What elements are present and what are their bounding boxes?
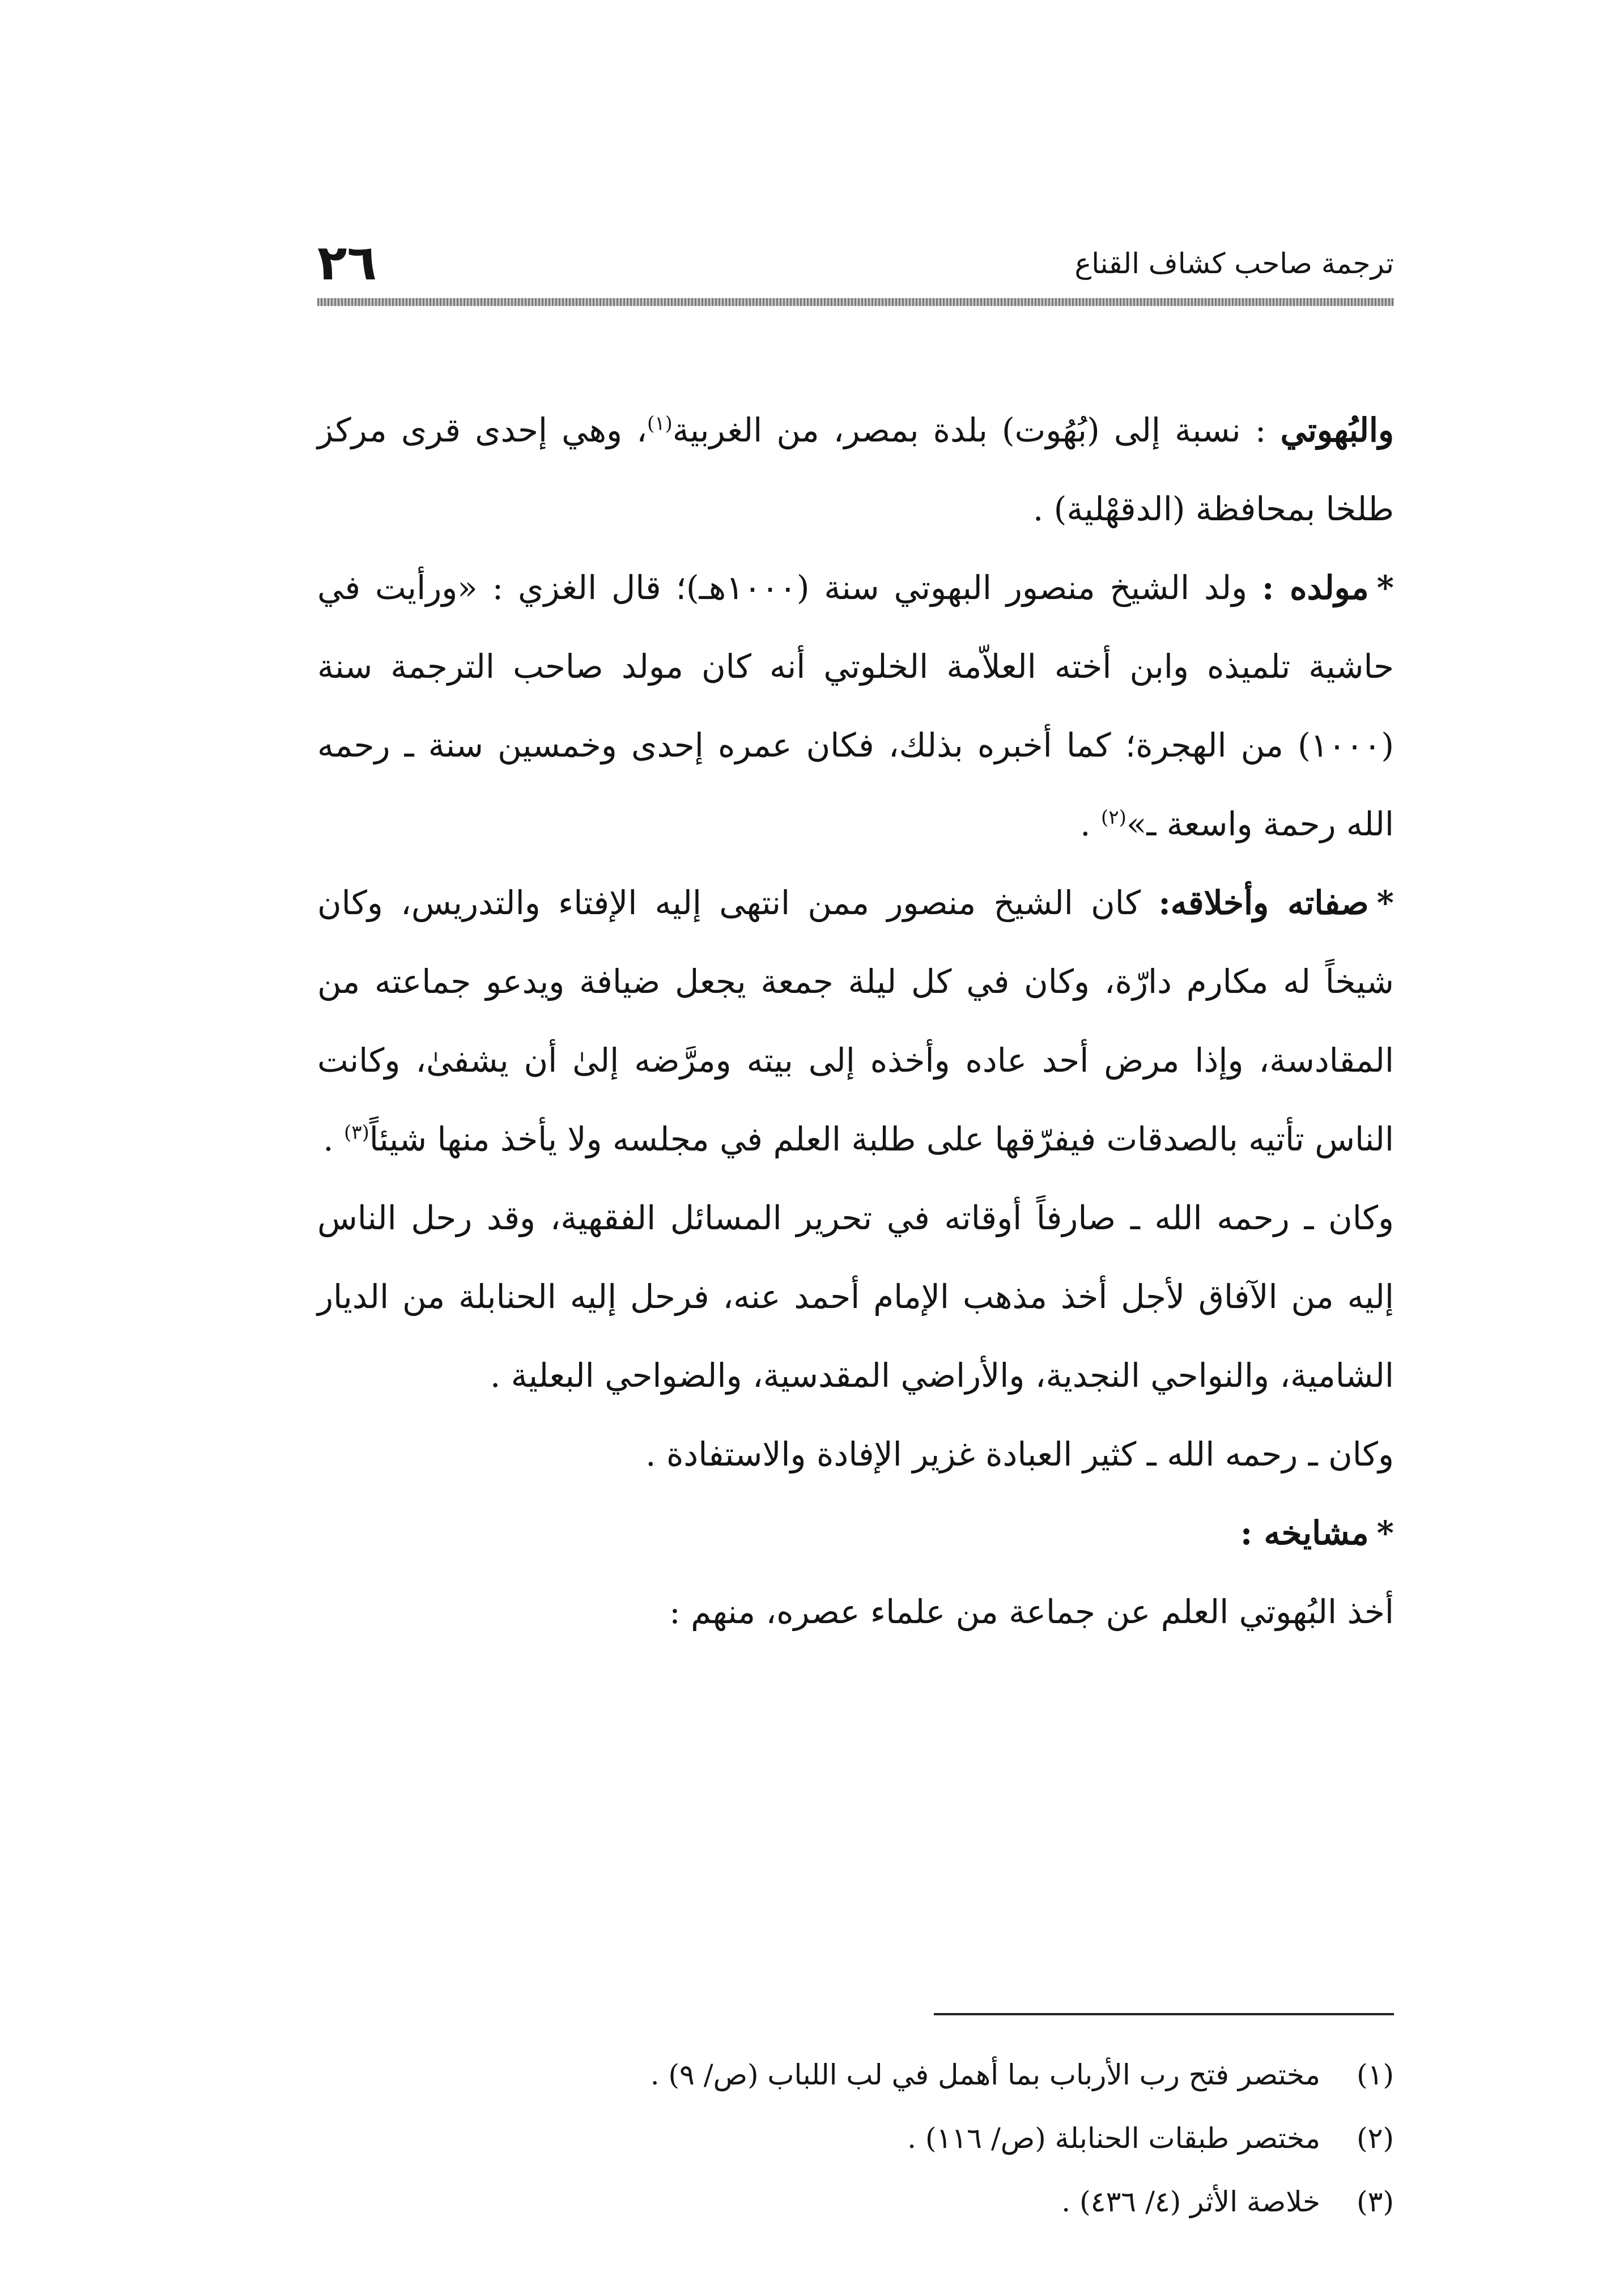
paragraph-travels — [317, 1179, 1394, 1415]
paragraph-tail: . — [323, 1120, 344, 1158]
running-title: ترجمة صاحب كشاف القناع — [1074, 247, 1394, 280]
footnote-mark: (٢) — [1357, 2122, 1394, 2155]
footnote-rule — [934, 2013, 1394, 2015]
section-heading: مشايخه : — [1240, 1514, 1369, 1552]
paragraph-nisba — [317, 391, 1394, 549]
page-number: ٢٦ — [317, 235, 377, 291]
paragraph-text: وكان ـ رحمه الله ـ صارفاً أوقاته في تحرير المسائل الفقهية، وقد رحل الناس إليه من الآفاق لأجل أخذ مذهب الإمام أحمد عنه، فرحل إليه الحنابلة من الديار الشامية، والنواحي النجدية، والأراضي المقدسية، والضواحي البعلية . — [317, 1199, 1394, 1395]
footnote-mark: (٣) — [1357, 2185, 1394, 2218]
paragraph-worship — [317, 1415, 1394, 1494]
paragraph-character — [317, 864, 1394, 1179]
header-rule — [317, 298, 1394, 306]
footnote-ref[interactable]: (٣) — [343, 1121, 369, 1144]
footnotes — [317, 2043, 1394, 2233]
footnote — [317, 2043, 1394, 2107]
footnote-ref[interactable]: (٢) — [1101, 806, 1126, 829]
section-marker: * — [1376, 1514, 1394, 1552]
section-heading: صفاته وأخلاقه: — [1158, 884, 1369, 922]
paragraph-tail: ، وهي إحدى قرى مركز طلخا بمحافظة (الدقهْلية) . — [317, 411, 1394, 528]
paragraph-text: أخذ البُهوتي العلم عن جماعة من علماء عصره، منهم : — [669, 1593, 1394, 1631]
paragraph-text: وكان ـ رحمه الله ـ كثير العبادة غزير الإفادة والاستفادة . — [645, 1435, 1394, 1474]
paragraph-lead: والبُهوتي — [1280, 411, 1395, 449]
paragraph-text: كان الشيخ منصور ممن انتهى إليه الإفتاء والتدريس، وكان شيخاً له مكارم دارّة، وكان في كل ليلة جمعة يجعل ضيافة ويدعو جماعته من المقادسة، وإذا مرض أحد عاده وأخذه إلى بيته ومرَّضه إلىٰ أن يشفىٰ، وكانت الناس تأتيه بالصدقات فيفرّقها على طلبة العلم في مجلسه ولا يأخذ منها شيئاً — [317, 884, 1394, 1158]
paragraph-text: ولد الشيخ منصور البهوتي سنة (١٠٠٠هـ)؛ قال الغزي : «ورأيت في حاشية تلميذه وابن أخته العلاّمة الخلوتي أنه كان مولد صاحب الترجمة سنة (١٠٠٠) من الهجرة؛ كما أخبره بذلك، فكان عمره إحدى وخمسين سنة ـ رحمه الله رحمة واسعة ـ» — [317, 568, 1394, 843]
footnote — [317, 2170, 1394, 2233]
footnote-text: خلاصة الأثر (٤/ ٤٣٦) . — [1061, 2185, 1320, 2218]
section-heading: مولده : — [1262, 568, 1369, 607]
section-marker: * — [1376, 884, 1395, 922]
footnote-text: مختصر فتح رب الأرباب بما أهمل في لب اللباب (ص/ ٩) . — [650, 2058, 1320, 2091]
paragraph-teachers-intro — [317, 1573, 1394, 1651]
footnote — [317, 2107, 1394, 2170]
paragraph-birth — [317, 549, 1394, 864]
paragraph-teachers-heading — [317, 1494, 1394, 1573]
section-marker: * — [1376, 568, 1395, 607]
paragraph-text: : نسبة إلى (بُهُوت) بلدة بمصر، من الغربية — [672, 411, 1281, 449]
paragraph-tail: . — [1080, 805, 1102, 843]
footnote-text: مختصر طبقات الحنابلة (ص/ ١١٦) . — [907, 2122, 1320, 2155]
page-header — [317, 235, 1394, 300]
footnote-ref[interactable]: (١) — [647, 412, 673, 435]
footnote-mark: (١) — [1357, 2058, 1394, 2091]
main-text — [317, 391, 1394, 1651]
